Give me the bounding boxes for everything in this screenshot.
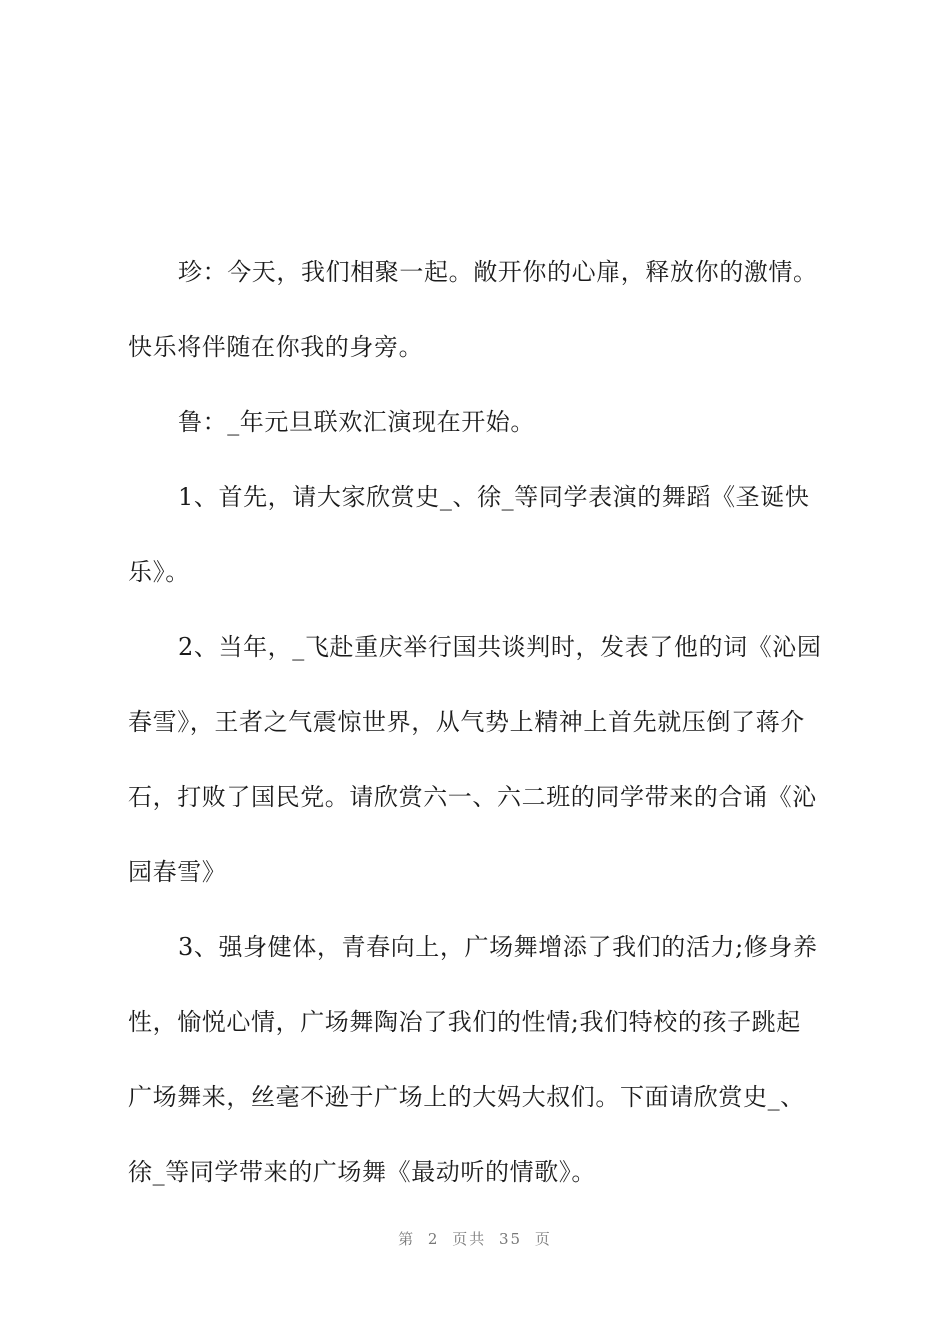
paragraph-line: 1、首先，请大家欣赏史_、徐_等同学表演的舞蹈《圣诞快: [178, 483, 810, 511]
page-number-footer: 第 2 页共 35 页: [398, 1230, 552, 1248]
paragraph-line: 春雪》，王者之气震惊世界，从气势上精神上首先就压倒了蒋介: [128, 708, 805, 736]
paragraph-line: 2、当年，_飞赴重庆举行国共谈判时，发表了他的词《沁园: [178, 633, 822, 661]
paragraph-line: 3、强身健体，青春向上，广场舞增添了我们的活力;修身养: [178, 933, 818, 961]
paragraph-line: 性，愉悦心情，广场舞陶冶了我们的性情;我们特校的孩子跳起: [128, 1008, 801, 1036]
paragraph-line: 乐》。: [128, 558, 190, 586]
paragraph-line: 园春雪》: [128, 858, 227, 886]
paragraph-line: 徐_等同学带来的广场舞《最动听的情歌》。: [128, 1158, 596, 1186]
paragraph-line: 石，打败了国民党。请欣赏六一、六二班的同学带来的合诵《沁: [128, 783, 817, 811]
paragraph-line: 广场舞来，丝毫不逊于广场上的大妈大叔们。下面请欣赏史_、: [128, 1083, 805, 1111]
paragraph-line: 快乐将伴随在你我的身旁。: [128, 333, 424, 361]
paragraph-line: 鲁：_年元旦联欢汇演现在开始。: [178, 408, 535, 436]
paragraph-line: 珍：今天，我们相聚一起。敞开你的心扉，释放你的激情。: [178, 258, 818, 286]
